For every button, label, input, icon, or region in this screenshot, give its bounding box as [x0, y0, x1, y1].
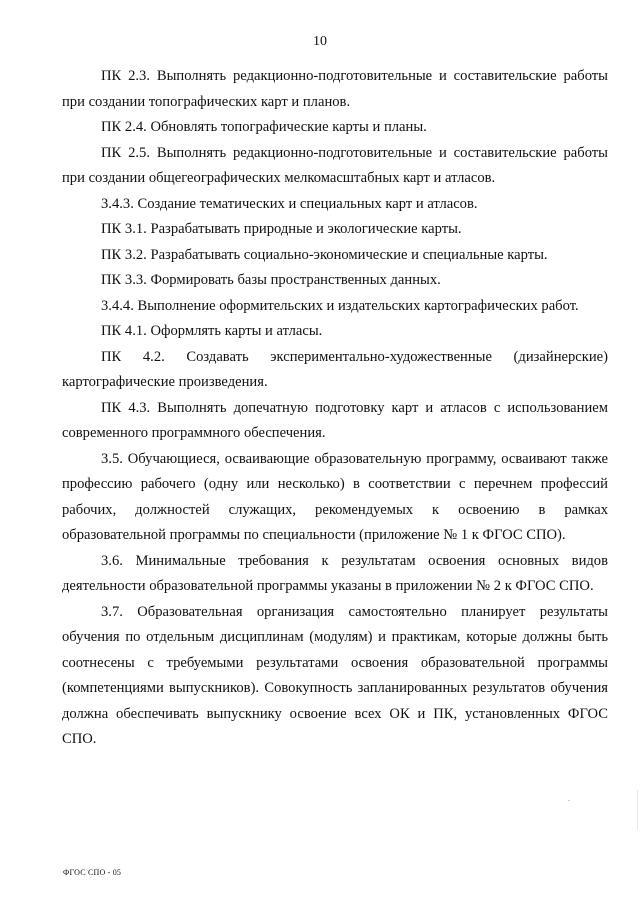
footer-label: ФГОС СПО - 05: [63, 868, 122, 877]
paragraph-3-4-4: 3.4.4. Выполнение оформительских и издательских картографических работ.: [101, 297, 579, 314]
paragraph-pk-3-3: ПК 3.3. Формировать базы пространственных данных.: [101, 272, 441, 288]
paragraph-3-5: 3.5. Обучающиеся, осваивающие образовательную программу, осваивают также профессию рабочего (одну или несколько) в соответствии с перечнем профессий рабочих, должностей служащих, рекомендуемых к освоению в рамках образовательной программы по специальности (приложение № 1 к ФГОС СПО).: [62, 450, 608, 543]
paragraph-pk-2-4: ПК 2.4. Обновлять топографические карты и планы.: [101, 119, 427, 135]
scan-speck: [568, 800, 570, 801]
paragraph-pk-4-1: ПК 4.1. Оформлять карты и атласы.: [101, 323, 323, 339]
paragraph-3-7: 3.7. Образовательная организация самостоятельно планирует результаты обучения по отдельным дисциплинам (модулям) и практикам, которые должны быть соотнесены с требуемыми результатами освоения образовательной программы (компетенциями выпускников). Совокупность запланированных результатов обучения должна обеспечивать выпускнику освоение всех ОК и ПК, установленных ФГОС СПО.: [62, 603, 608, 747]
page-number: 10: [313, 34, 327, 49]
scan-edge: [637, 790, 638, 830]
paragraph-pk-2-3: ПК 2.3. Выполнять редакционно-подготовительные и составительские работы при создании топографических карт и планов.: [62, 68, 608, 110]
document-body: [62, 64, 608, 753]
paragraph-pk-4-2: ПК 4.2. Создавать экспериментально-художественные (дизайнерские) картографические произведения.: [62, 348, 608, 390]
paragraph-pk-4-3: ПК 4.3. Выполнять допечатную подготовку карт и атласов с использованием современного программного обеспечения.: [62, 399, 608, 441]
paragraph-3-6: 3.6. Минимальные требования к результатам освоения основных видов деятельности образовательной программы указаны в приложении № 2 к ФГОС СПО.: [62, 552, 608, 594]
paragraph-pk-2-5: ПК 2.5. Выполнять редакционно-подготовительные и составительские работы при создании общегеографических мелкомасштабных карт и атласов.: [62, 144, 608, 186]
paragraph-pk-3-1: ПК 3.1. Разрабатывать природные и экологические карты.: [101, 221, 462, 237]
paragraph-3-4-3: 3.4.3. Создание тематических и специальных карт и атласов.: [101, 195, 478, 212]
paragraph-pk-3-2: ПК 3.2. Разрабатывать социально-экономические и специальные карты.: [101, 246, 548, 263]
